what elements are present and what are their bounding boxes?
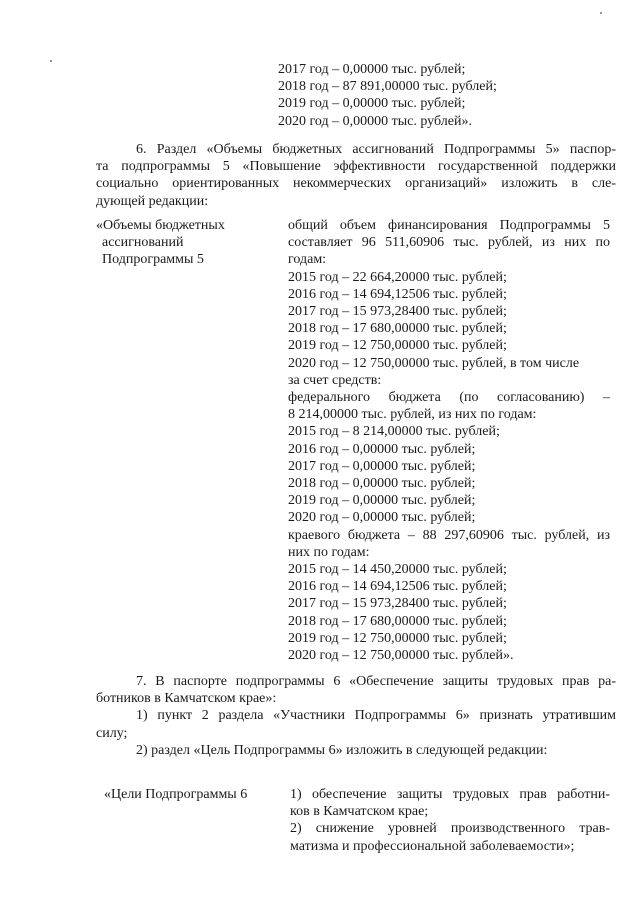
paragraph-line: 7. В паспорте подпрограммы 6 «Обеспечение защиты трудовых прав ра-	[136, 674, 616, 689]
table2-value	[290, 786, 610, 855]
value-line: ков в Камчатском крае;	[290, 804, 429, 820]
paragraph-line: 6. Раздел «Объемы бюджетных ассигнований Подпрограммы 5» паспор-	[136, 142, 616, 157]
value-line: 2020 год – 0,00000 тыс. рублей;	[288, 510, 476, 526]
value-line: 2016 год – 0,00000 тыс. рублей;	[288, 441, 476, 457]
scan-speck	[600, 12, 602, 14]
paragraph-line: дующей редакции:	[96, 193, 209, 209]
table1-label	[96, 217, 266, 269]
list-item: 2018 год – 87 891,00000 тыс. рублей;	[278, 79, 497, 95]
scan-speck	[50, 60, 52, 62]
value-line: 1) обеспечение защиты трудовых прав работни-	[290, 787, 610, 802]
value-line: 2018 год – 0,00000 тыс. рублей;	[288, 476, 476, 492]
value-line: общий объем финансирования Подпрограммы 5	[288, 218, 610, 233]
value-line: 2016 год – 14 694,12506 тыс. рублей;	[288, 579, 507, 595]
value-line: 2) снижение уровней производственного трав-	[290, 821, 610, 837]
value-line: матизма и профессиональной заболеваемости»;	[290, 838, 575, 854]
label-line: ассигнований	[102, 235, 184, 251]
value-line: 2020 год – 12 750,00000 тыс. рублей, в том числе	[288, 355, 580, 371]
value-line: федерального бюджета (по согласованию) –	[288, 390, 610, 406]
value-line: за счет средств:	[288, 372, 382, 388]
value-line: 2015 год – 14 450,20000 тыс. рублей;	[288, 562, 507, 578]
value-line: 2020 год – 12 750,00000 тыс. рублей».	[288, 648, 514, 664]
value-line: 2019 год – 12 750,00000 тыс. рублей;	[288, 630, 507, 646]
label-line: «Цели Подпрограммы 6	[104, 787, 248, 802]
value-line: 2017 год – 15 973,28400 тыс. рублей;	[288, 596, 507, 612]
value-line: 2018 год – 17 680,00000 тыс. рублей;	[288, 321, 507, 337]
value-line: 2019 год – 0,00000 тыс. рублей;	[288, 493, 476, 509]
value-line: 2017 год – 15 973,28400 тыс. рублей;	[288, 304, 507, 320]
value-line: 2015 год – 8 214,00000 тыс. рублей;	[288, 424, 500, 440]
label-line: Подпрограммы 5	[102, 252, 204, 268]
value-line: 2019 год – 12 750,00000 тыс. рублей;	[288, 338, 507, 354]
list-item: 2017 год – 0,00000 тыс. рублей;	[278, 62, 466, 77]
table1-value	[288, 217, 610, 664]
value-line: 2016 год – 14 694,12506 тыс. рублей;	[288, 286, 507, 302]
value-line: 2018 год – 17 680,00000 тыс. рублей;	[288, 613, 507, 629]
section-6-paragraph	[96, 141, 616, 210]
paragraph-line: 2) раздел «Цель Подпрограммы 6» изложить в следующей редакции:	[136, 742, 548, 758]
paragraph-line: та подпрограммы 5 «Повышение эффективности государственной поддержки	[96, 159, 616, 175]
value-line: 2015 год – 22 664,20000 тыс. рублей;	[288, 269, 507, 285]
section-7-paragraph	[96, 673, 616, 759]
list-item: 2020 год – 0,00000 тыс. рублей».	[278, 113, 472, 129]
list-item: 2019 год – 0,00000 тыс. рублей;	[278, 96, 466, 112]
label-line: «Объемы бюджетных	[96, 218, 225, 233]
top-year-list	[278, 61, 578, 130]
paragraph-line: силу;	[96, 725, 128, 741]
value-line: составляет 96 511,60906 тыс. рублей, из них по	[288, 235, 610, 251]
value-line: 8 214,00000 тыс. рублей, из них по годам:	[288, 407, 537, 423]
value-line: них по годам:	[288, 544, 370, 560]
value-line: годам:	[288, 252, 327, 268]
value-line: краевого бюджета – 88 297,60906 тыс. рублей, из	[288, 527, 610, 543]
paragraph-line: социально ориентированных некоммерческих организаций» изложить в сле-	[96, 176, 616, 192]
paragraph-line: ботников в Камчатском крае»:	[96, 691, 277, 707]
table2-label	[104, 786, 274, 803]
value-line: 2017 год – 0,00000 тыс. рублей;	[288, 458, 476, 474]
paragraph-line: 1) пункт 2 раздела «Участники Подпрограммы 6» признать утратившим	[136, 708, 616, 724]
